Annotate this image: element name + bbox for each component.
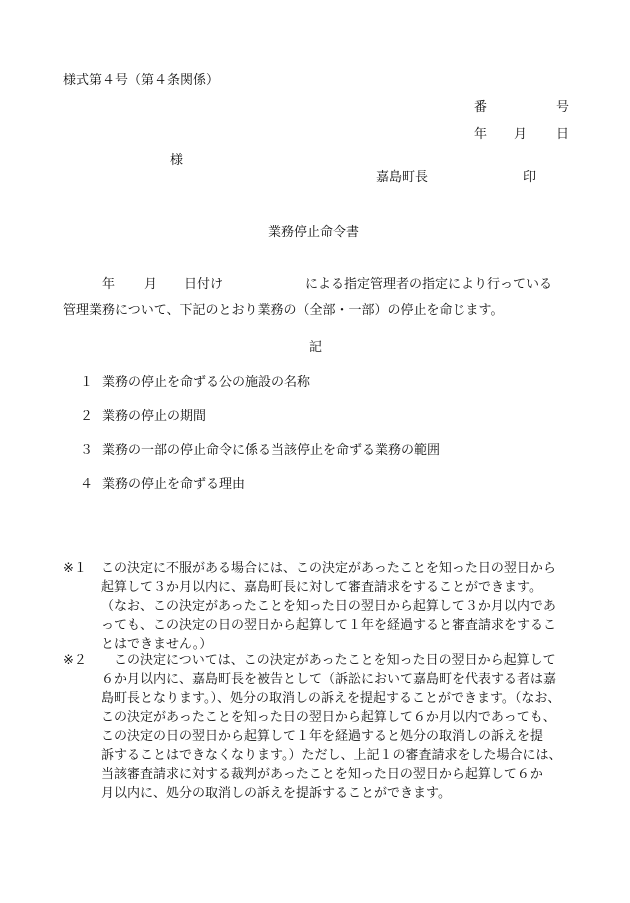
seal-mark: 印 bbox=[523, 170, 537, 185]
note-body bbox=[101, 651, 579, 803]
note-line: この決定があったことを知った日の翌日から起算して６か月以内であっても、 bbox=[101, 710, 556, 725]
note-line: ６か月以内に、嘉島町長を被告として（訴訟において嘉島町を代表する者は嘉 bbox=[101, 672, 557, 687]
note-line: 月以内に、処分の取消しの訴えを提訴することができます。 bbox=[101, 786, 451, 801]
form-label: 様式第４号（第４条関係） bbox=[63, 73, 220, 88]
intro-line2: 管理業務について、下記のとおり業務の（全部・一部）の停止を命じます。 bbox=[63, 303, 504, 318]
note-mark: ※１ bbox=[63, 561, 87, 576]
document-title: 業務停止命令書 bbox=[268, 225, 360, 240]
item-text: 業務の停止を命ずる公の施設の名称 bbox=[102, 375, 311, 390]
intro-day-suffix: 日付け bbox=[184, 277, 224, 292]
date-year: 年 bbox=[474, 127, 488, 142]
item-text: 業務の停止を命ずる理由 bbox=[102, 477, 246, 492]
note-line: 当該審査請求に対する裁判があったことを知った日の翌日から起算して６か bbox=[101, 767, 543, 782]
item-number: １ bbox=[80, 375, 94, 390]
note-line: この決定の日の翌日から起算して１年を経過すると処分の取消しの訴えを提 bbox=[101, 729, 544, 744]
note-line: 起算して３か月以内に、嘉島町長に対して審査請求をすることができます。 bbox=[101, 580, 542, 595]
item-text: 業務の停止の期間 bbox=[102, 409, 207, 424]
note-line: 島町長となります。）、処分の取消しの訴えを提起することができます。（なお、 bbox=[101, 691, 561, 706]
note-mark: ※２ bbox=[63, 653, 87, 668]
item-number: ２ bbox=[80, 409, 94, 424]
date-day: 日 bbox=[556, 127, 570, 142]
item-number: ３ bbox=[80, 443, 94, 458]
addressee-suffix: 様 bbox=[170, 153, 184, 168]
number-label-2: 号 bbox=[556, 100, 570, 115]
intro-year: 年 bbox=[102, 277, 116, 292]
note-line: っても、この決定の日の翌日から起算して１年を経過すると審査請求をするこ bbox=[101, 618, 557, 633]
note-line: この決定については、この決定があったことを知った日の翌日から起算して bbox=[101, 653, 556, 668]
issuer-name: 嘉島町長 bbox=[376, 170, 429, 185]
note-line: （なお、この決定があったことを知った日の翌日から起算して３か月以内であ bbox=[101, 599, 556, 614]
note-line: この決定に不服がある場合には、この決定があったことを知った日の翌日から bbox=[101, 561, 556, 576]
number-label-1: 番 bbox=[474, 100, 488, 115]
note-body bbox=[101, 559, 579, 654]
record-heading: 記 bbox=[309, 340, 323, 355]
item-text: 業務の一部の停止命令に係る当該停止を命ずる業務の範囲 bbox=[102, 443, 441, 458]
intro-month: 月 bbox=[144, 277, 158, 292]
item-number: ４ bbox=[80, 477, 94, 492]
date-month: 月 bbox=[514, 127, 528, 142]
note-line: 訴することはできなくなります。）ただし、上記１の審査請求をした場合には、 bbox=[101, 748, 562, 763]
intro-line1-rest: による指定管理者の指定により行っている bbox=[305, 277, 553, 292]
note-line: とはできません。） bbox=[101, 637, 213, 652]
